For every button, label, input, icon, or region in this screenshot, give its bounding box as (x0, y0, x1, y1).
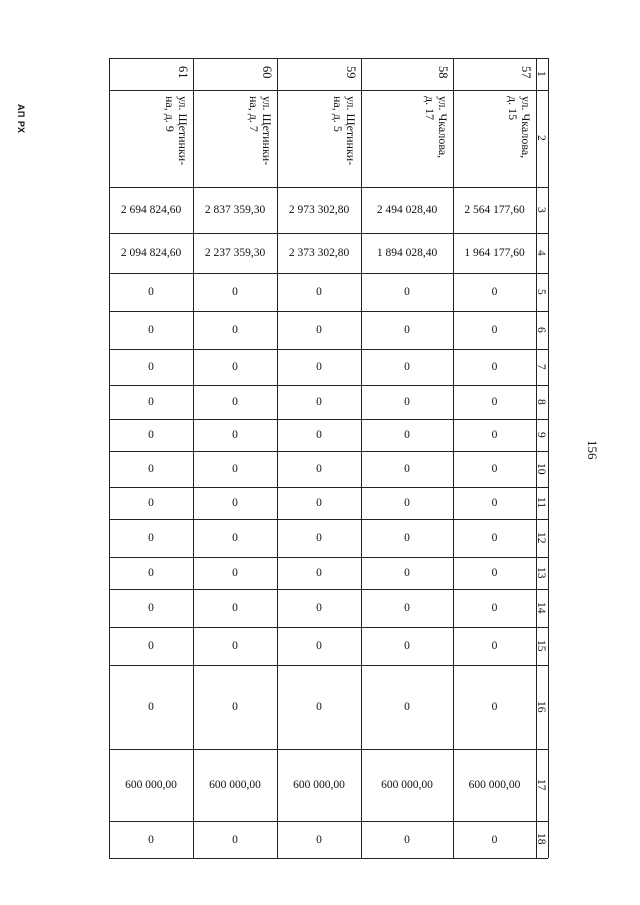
value-cell: 600 000,00 (468, 779, 521, 791)
value-cell: 0 (232, 463, 238, 475)
column-number: 14 (535, 601, 547, 613)
value-cell: 0 (404, 429, 410, 441)
grid-line (548, 58, 549, 858)
value-cell: 0 (148, 361, 154, 373)
value-cell: 600 000,00 (209, 779, 261, 791)
column-number: 3 (535, 206, 547, 213)
value-cell: 0 (232, 701, 238, 713)
row-number: 58 (436, 66, 450, 79)
value-cell: 0 (148, 567, 154, 579)
value-cell: 0 (316, 567, 322, 579)
value-cell: 0 (148, 463, 154, 475)
value-cell: 0 (491, 640, 498, 652)
value-cell: 0 (148, 286, 154, 298)
value-cell: 0 (491, 532, 498, 544)
value-cell: 2 094 824,60 (120, 247, 182, 259)
value-cell: 0 (316, 640, 322, 652)
value-cell: 2 373 302,80 (288, 247, 350, 259)
value-cell: 0 (491, 602, 498, 614)
column-number: 9 (535, 431, 547, 438)
column-number: 1 (535, 70, 547, 77)
value-cell: 0 (232, 361, 238, 373)
address-line: д. 17 (423, 96, 437, 121)
value-cell: 0 (491, 833, 498, 846)
column-number: 18 (535, 833, 547, 845)
value-cell: 0 (232, 640, 238, 652)
value-cell: 0 (316, 532, 322, 544)
value-cell: 0 (404, 361, 410, 373)
value-cell: 0 (232, 532, 238, 544)
value-cell: 2 694 824,60 (120, 204, 182, 216)
row-number: 61 (176, 66, 190, 79)
value-cell: 0 (404, 640, 410, 652)
value-cell: 0 (404, 396, 410, 408)
value-cell: 0 (148, 396, 154, 408)
value-cell: 0 (491, 701, 498, 713)
value-cell: 0 (404, 463, 410, 475)
value-cell: 0 (316, 361, 322, 373)
value-cell: 0 (232, 833, 238, 846)
value-cell: 0 (232, 602, 238, 614)
column-number: 17 (535, 778, 547, 790)
value-cell: 0 (404, 833, 410, 846)
value-cell: 2 973 302,80 (288, 204, 350, 216)
value-cell: 0 (491, 286, 498, 298)
column-number: 7 (535, 363, 547, 370)
value-cell: 0 (148, 833, 154, 846)
value-cell: 0 (148, 532, 154, 544)
address-line: на, д. 9 (163, 96, 177, 132)
value-cell: 2 837 359,30 (204, 204, 266, 216)
value-cell: 2 237 359,30 (204, 247, 266, 259)
value-cell: 2 564 177,60 (464, 204, 525, 216)
value-cell: 0 (148, 701, 154, 713)
column-number: 15 (535, 639, 547, 651)
value-cell: 600 000,00 (125, 779, 177, 791)
address-line: на, д. 7 (247, 96, 261, 132)
row-number: 57 (519, 66, 533, 79)
address-line: ул. Чкалова, (436, 96, 450, 159)
address-line: ул. Чкалова, (519, 96, 533, 159)
value-cell: 0 (491, 567, 498, 579)
value-cell: 0 (148, 602, 154, 614)
address-line: ул. Щетинки- (344, 96, 358, 166)
value-cell: 0 (404, 701, 410, 713)
value-cell: 0 (148, 324, 154, 336)
value-cell: 0 (404, 286, 410, 298)
column-number: 4 (535, 249, 547, 256)
value-cell: 0 (491, 463, 498, 475)
value-cell: 600 000,00 (293, 779, 345, 791)
value-cell: 0 (404, 324, 410, 336)
address-line: ул. Щетинки- (176, 96, 190, 166)
value-cell: 0 (316, 396, 322, 408)
value-cell: 0 (316, 429, 322, 441)
column-number: 5 (535, 288, 547, 295)
address-line: ул. Щетинки- (260, 96, 274, 166)
value-cell: 0 (232, 497, 238, 509)
column-number: 16 (535, 700, 547, 712)
value-cell: 0 (232, 567, 238, 579)
value-cell: 0 (491, 324, 498, 336)
value-cell: 0 (491, 396, 498, 408)
value-cell: 0 (404, 567, 410, 579)
value-cell: 2 494 028,40 (376, 204, 438, 216)
row-number: 60 (260, 66, 274, 79)
column-number: 2 (535, 135, 547, 141)
value-cell: 1 894 028,40 (376, 247, 438, 259)
value-cell: 0 (404, 497, 410, 509)
value-cell: 0 (316, 497, 322, 509)
address-line: на, д. 5 (331, 96, 345, 132)
value-cell: 0 (404, 532, 410, 544)
column-number: 10 (535, 462, 547, 474)
column-number: 12 (535, 531, 547, 543)
value-cell: 0 (316, 286, 322, 298)
value-cell: 0 (316, 602, 322, 614)
column-number: 8 (535, 398, 547, 405)
value-cell: 600 000,00 (381, 779, 433, 791)
column-number: 6 (535, 326, 547, 333)
grid-line (109, 858, 548, 859)
column-number: 13 (535, 566, 547, 578)
address-line: д. 15 (506, 96, 520, 121)
grid-line (109, 58, 548, 59)
value-cell: 0 (404, 602, 410, 614)
value-cell: 0 (232, 286, 238, 298)
value-cell: 0 (316, 324, 322, 336)
value-cell: 0 (148, 640, 154, 652)
grid-line (109, 90, 548, 91)
value-cell: 0 (232, 396, 238, 408)
value-cell: 0 (232, 429, 238, 441)
value-cell: 1 964 177,60 (464, 247, 525, 259)
value-cell: 0 (232, 324, 238, 336)
row-number: 59 (344, 66, 358, 79)
value-cell: 0 (148, 497, 154, 509)
value-cell: 0 (491, 429, 498, 441)
page-number: 156 (585, 440, 600, 460)
value-cell: 0 (316, 833, 322, 846)
value-cell: 0 (491, 361, 498, 373)
value-cell: 0 (148, 429, 154, 441)
value-cell: 0 (491, 497, 498, 509)
value-cell: 0 (316, 701, 322, 713)
grid-line (536, 58, 537, 858)
column-number: 11 (535, 496, 547, 508)
value-cell: 0 (316, 463, 322, 475)
stamp-label: АП РХ (16, 104, 26, 134)
